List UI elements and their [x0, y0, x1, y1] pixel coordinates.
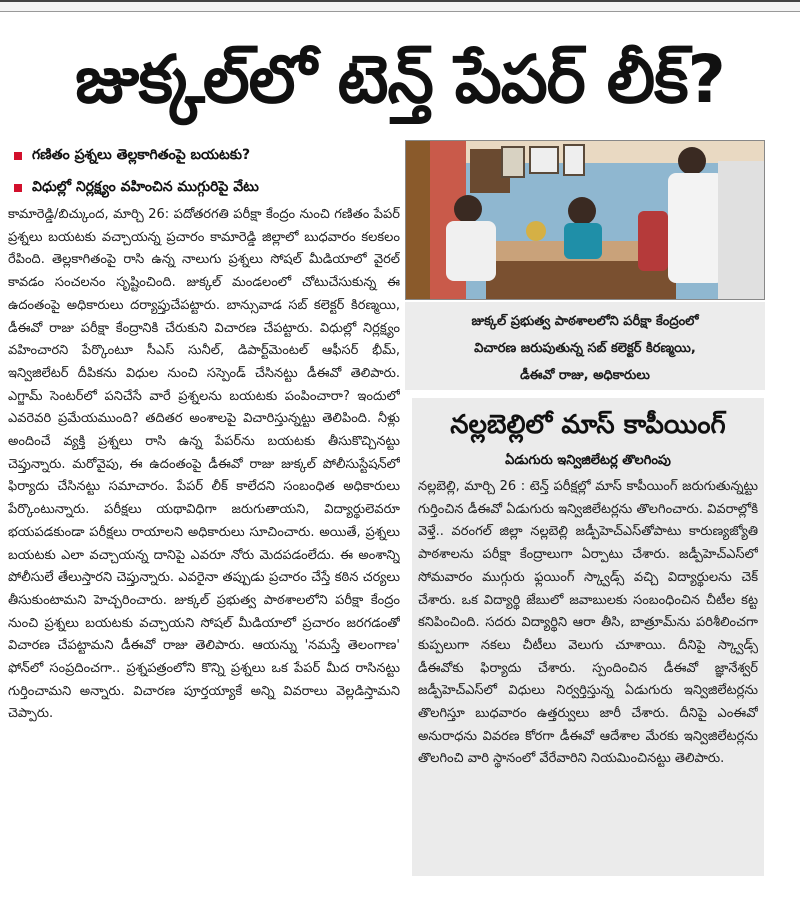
photo-caption-line: విచారణ జరుపుతున్న సబ్ కలెక్టర్ కిరణ్మయి,	[474, 341, 696, 356]
side-story-title: నల్లబెల్లిలో మాస్ కాపీయింగ్	[450, 410, 726, 440]
main-story	[8, 204, 400, 889]
page-top-rule	[0, 0, 800, 12]
news-photo	[405, 140, 765, 300]
photo-caption	[405, 302, 765, 390]
deck-bullet-text: విధుల్లో నిర్లక్ష్యం వహించిన ముగ్గురిపై వేటు	[32, 178, 259, 195]
deck-bullet-2	[8, 172, 400, 204]
deck-bullet-1	[8, 140, 400, 172]
inspection-photo-image	[406, 141, 765, 300]
deck-bullets	[8, 140, 400, 204]
main-story-body: కామారెడ్డి/బిచ్కుంద, మార్చి 26: పదోతరగతి పరీక్షా కేంద్రం నుంచి గణితం పేపర్ ప్రశ్నలు బయటకు వచ్చాయన్న ప్రచారం కామారెడ్డి జిల్లాలో బుధవారం కలకలం రేపింది. తెల్లకాగితంపై రాసి ఉన్న నాలుగు ప్రశ్నలు సోషల్ మీడియాలో వైరల్ కావడం సంచలనం సృష్టించింది. జుక్కల్ మండలంలో చోటుచేసుకున్న ఈ ఉదంతంపై అధికారులు దర్యాప్తుచేపట్టారు. బాన్సువాడ సబ్ కలెక్టర్ కిరణ్మయి, డీఈవో రాజు పరీక్షా కేంద్రానికి చేరుకుని విచారణ చేపట్టారు. విధుల్లో నిర్లక్ష్యం వహించారని పేర్కొంటూ సీఎస్ సునీల్, డిపార్ట్‌మెంటల్ ఆఫీసర్ భీమ్, ఇన్విజిలేటర్ దీపికను విధుల నుంచి సస్పెండ్ చేసినట్టు డీఈవో తెలిపారు. ఎగ్జామ్ సెంటర్‌లో పనిచేసే వారే ప్రశ్నలను బయటకు పంపించారా? ఇందులో ఎవరెవరి ప్రమేయముంది? తదితర అంశాలపై విచారిస్తున్నట్టు తెలిపింది. నీళ్లు అందించే వ్యక్తి ప్రశ్నలు రాసి ఉన్న పేపర్‌ను బయటకు తీసుకొచ్చినట్టు చెప్తున్నారు. మరోవైపు, ఈ ఉదంతంపై డీఈవో రాజు జుక్కల్ పోలీసుస్టేషన్‌లో ఫిర్యాదు చేసినట్టు సమాచారం. పేపర్ లీక్ కాలేదని సంబంధిత అధికారులు పేర్కొంటున్నారు. పరీక్షలు యథావిధిగా జరుగుతాయని, విద్యార్థులెవరూ భయపడకుండా పరీక్షలు రాయాలని అధికారులు సూచించారు. అయితే, ప్రశ్నలు బయటకు ఎలా వచ్చాయన్న దానిపై ఎవరూ నోరు మెదపడంలేదు. ఈ అంశాన్ని పోలీసులే తేలుస్తారని చెప్తున్నారు. ఎవరైనా తప్పుడు ప్రచారం చేస్తే కఠిన చర్యలు తీసుకుంటామని హెచ్చరించారు. జుక్కల్ ప్రభుత్వ పాఠశాలలోని పరీక్షా కేంద్రం నుంచి ప్రశ్నలు బయటకు వచ్చాయని సోషల్ మీడియాలో ప్రచారం జరగడంతో విచారణ చేపట్టామని డీఈవో రాజు తెలిపారు. ఆయన్ను 'నమస్తే తెలంగాణ' ఫోన్‌లో సంప్రదించగా.. ప్రశ్నపత్రంలోని కొన్ని ప్రశ్నలు ఒక పేపర్ మీద రాసినట్టు గుర్తించామని అన్నారు. విచారణ పూర్తయ్యాకే అన్ని వివరాలు వెల్లడిస్తామని చెప్పారు.	[8, 207, 400, 722]
side-story-body: నల్లబెల్లి, మార్చి 26 : టెన్త్ పరీక్షల్లో మాస్ కాపీయింగ్ జరుగుతున్నట్టు గుర్తించిన డీఈవో ఏడుగురు ఇన్విజిలేటర్లను తొలగించారు. వివరాల్లోకి వెళ్తే.. వరంగల్ జిల్లా నల్లబెల్లి జడ్పీహెచ్ఎస్‌తోపాటు కారుణ్యజ్యోతి పాఠశాలను పరీక్షా కేంద్రాలుగా ఏర్పాటు చేశారు. జడ్పీహెచ్ఎస్‌లో సోమవారం ముగ్గురు ఫ్లయింగ్ స్క్వాడ్స్ వచ్చి విద్యార్థులను చెక్ చేశారు. ఒక విద్యార్థి జేబులో జవాబులకు సంబంధించిన చీటీల కట్ట కనిపించింది. సదరు విద్యార్థిని ఆరా తీసి, బాత్రూమ్‌ను పరిశీలించగా కుప్పలుగా నకలు చీటీలు వెలుగు చూశాయి. దీనిపై స్క్వాడ్స్ డీఈవోకు ఫిర్యాదు చేశారు. స్పందించిన డీఈవో జ్ఞానేశ్వర్ జడ్పీహెచ్ఎస్‌లో విధులు నిర్వర్తిస్తున్న ఏడుగురు ఇన్విజిలేటర్లను తొలగిస్తూ బుధవారం ఉత్తర్వులు జారీ చేశారు. దీనిపై ఎంఈవో అనురాధను వివరణ కోరగా డీఈవో ఆదేశాల మేరకు ఇన్విజిలేటర్లను తొలగించి వారి స్థానంలో వేరేవారిని నియమించినట్టు తెలిపారు.	[418, 479, 758, 767]
side-story-box	[412, 398, 764, 876]
bullet-square-icon	[14, 152, 22, 160]
photo-caption-line: జుక్కల్ ప్రభుత్వ పాఠశాలలోని పరీక్షా కేంద్రంలో	[471, 314, 699, 329]
headline: జుక్కల్‌లో టెన్త్ పేపర్ లీక్?	[75, 41, 725, 118]
side-story-subtitle: ఏడుగురు ఇన్విజిలేటర్ల తొలగింపు	[505, 453, 671, 468]
photo-caption-line: డీఈవో రాజు, అధికారులు	[520, 368, 650, 383]
bullet-square-icon	[14, 184, 22, 192]
deck-bullet-text: గణితం ప్రశ్నలు తెల్లకాగితంపై బయటకు?	[32, 146, 251, 163]
